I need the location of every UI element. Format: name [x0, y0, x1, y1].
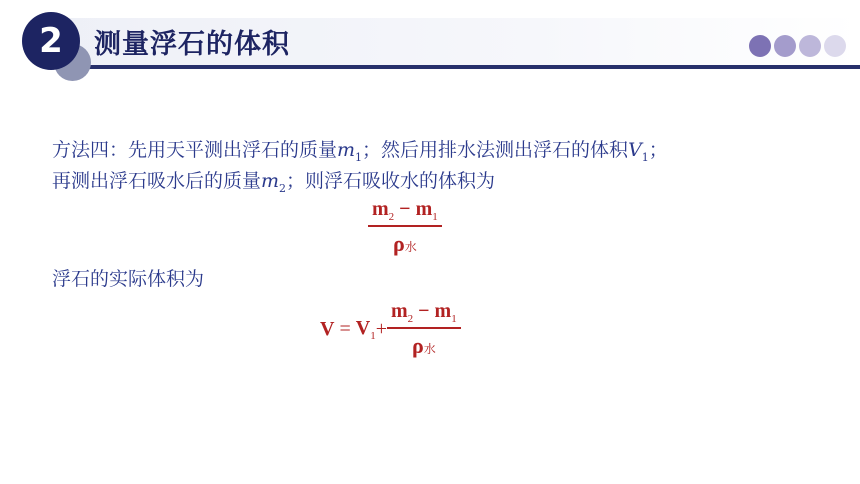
slide-header: [0, 0, 860, 75]
decor-dot-4: [824, 35, 846, 57]
header-underline: [60, 65, 860, 69]
formula-v1: $V_1$: [355, 316, 376, 342]
method-text: 再测出浮石吸水后的质量: [52, 170, 262, 192]
method-text: ；: [648, 139, 668, 161]
wet-mass-variable: $m_2$: [261, 170, 287, 195]
method-line-2: [52, 166, 495, 195]
mass-variable: $m_1$: [337, 139, 363, 164]
method-line-1: [52, 135, 668, 164]
section-number-badge: 2: [22, 12, 80, 70]
formula-numerator: $m_2 - m_1$: [390, 300, 457, 325]
formula-denominator: ρ水: [411, 332, 436, 358]
decor-dot-2: [774, 35, 796, 57]
method-text: ；然后用排水法测出浮石的体积: [362, 139, 629, 161]
decor-dot-3: [799, 35, 821, 57]
volume-variable: $V_1$: [628, 139, 649, 164]
formula-denominator: ρ水: [392, 230, 417, 256]
decor-dot-1: [749, 35, 771, 57]
method-text: ；则浮石吸收水的体积为: [286, 170, 496, 192]
method-text: 方法四：先用天平测出浮石的质量: [52, 139, 338, 161]
actual-volume-label: 浮石的实际体积为: [52, 268, 205, 290]
formula-lhs: V: [320, 317, 335, 340]
section-title: 测量浮石的体积: [94, 29, 290, 60]
formula-numerator: $m_2 - m_1$: [372, 198, 438, 223]
absorbed-volume-formula: [368, 198, 442, 257]
actual-volume-formula: $V = V_1+$ $\frac{m_2 - m_1}{\text{ρ水}}$: [320, 300, 461, 359]
